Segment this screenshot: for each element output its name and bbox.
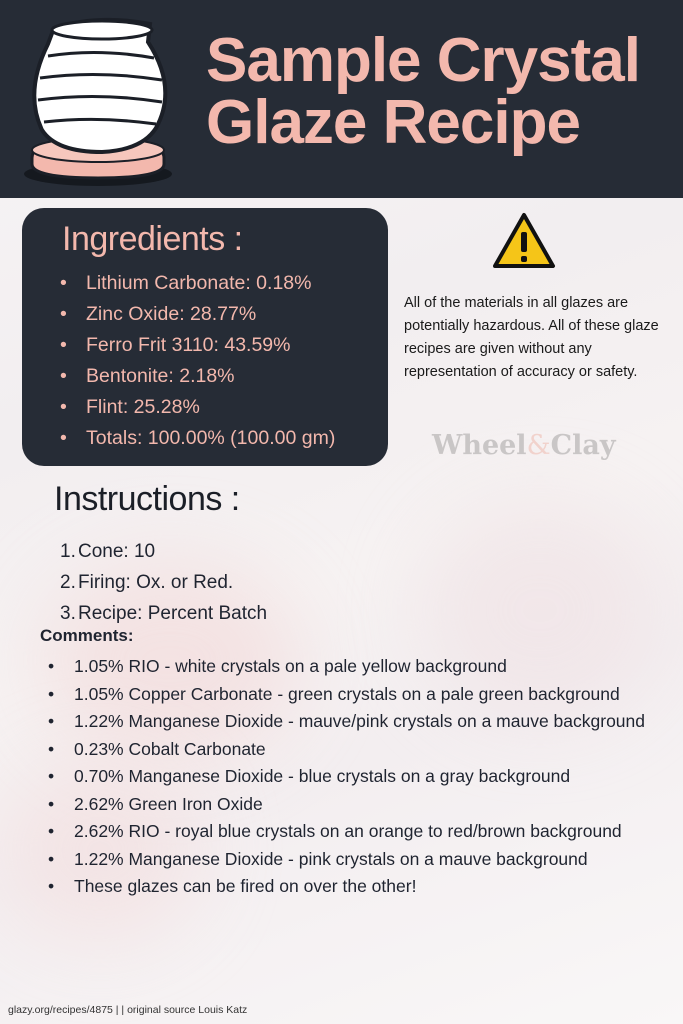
item-number: 3. [60, 603, 76, 624]
header-banner [0, 0, 683, 198]
source-footer: glazy.org/recipes/4875 | | original source Louis Katz [8, 1004, 248, 1016]
brand-logo [432, 430, 616, 461]
logo-word-2: Clay [550, 430, 616, 461]
list-item: • 2.62% RIO - royal blue crystals on an orange to red/brown background [46, 818, 676, 846]
list-item: • 1.22% Manganese Dioxide - pink crystals on a mauve background [46, 846, 676, 874]
pottery-vase-icon [18, 8, 178, 188]
comments-list [46, 653, 676, 901]
list-item: • 0.70% Manganese Dioxide - blue crystals on a gray background [46, 763, 676, 791]
list-item: • 2.62% Green Iron Oxide [46, 791, 676, 819]
ingredients-panel [22, 208, 388, 466]
warning-triangle-icon [492, 212, 556, 270]
comments-heading: Comments: [40, 626, 134, 645]
list-item: • Ferro Frit 3110: 43.59% [60, 330, 335, 361]
logo-word-1: Wheel [432, 430, 527, 461]
list-item: • Flint: 25.28% [60, 392, 335, 423]
list-item [60, 598, 267, 629]
list-item: • 0.23% Cobalt Carbonate [46, 736, 676, 764]
list-item: • Lithium Carbonate: 0.18% [60, 268, 335, 299]
item-text: Firing: Ox. or Red. [78, 572, 234, 593]
ingredients-heading: Ingredients : [62, 220, 243, 258]
item-text: Cone: 10 [78, 541, 156, 562]
page-title [206, 26, 676, 157]
item-number: 2. [60, 572, 76, 593]
item-text: Recipe: Percent Batch [78, 603, 268, 624]
ingredients-list [60, 268, 335, 454]
item-number: 1. [60, 541, 76, 562]
list-item: • Bentonite: 2.18% [60, 361, 335, 392]
list-item: • Totals: 100.00% (100.00 gm) [60, 423, 335, 454]
list-item [60, 536, 267, 567]
list-item: • 1.05% RIO - white crystals on a pale yellow background [46, 653, 676, 681]
logo-ampersand: & [526, 430, 551, 461]
title-line-1: Sample Crystal [206, 26, 640, 95]
list-item: • These glazes can be fired on over the other! [46, 873, 676, 901]
list-item: • 1.05% Copper Carbonate - green crystals on a pale green background [46, 681, 676, 709]
list-item: • 1.22% Manganese Dioxide - mauve/pink crystals on a mauve background [46, 708, 676, 736]
instructions-heading: Instructions : [54, 480, 240, 518]
title-line-2: Glaze Recipe [206, 88, 580, 157]
list-item [60, 567, 267, 598]
instructions-list [60, 536, 267, 629]
safety-disclaimer: All of the materials in all glazes are potentially hazardous. All of these glaze recipes are given without any representation of accuracy or safety. [404, 295, 659, 380]
list-item: • Zinc Oxide: 28.77% [60, 299, 335, 330]
